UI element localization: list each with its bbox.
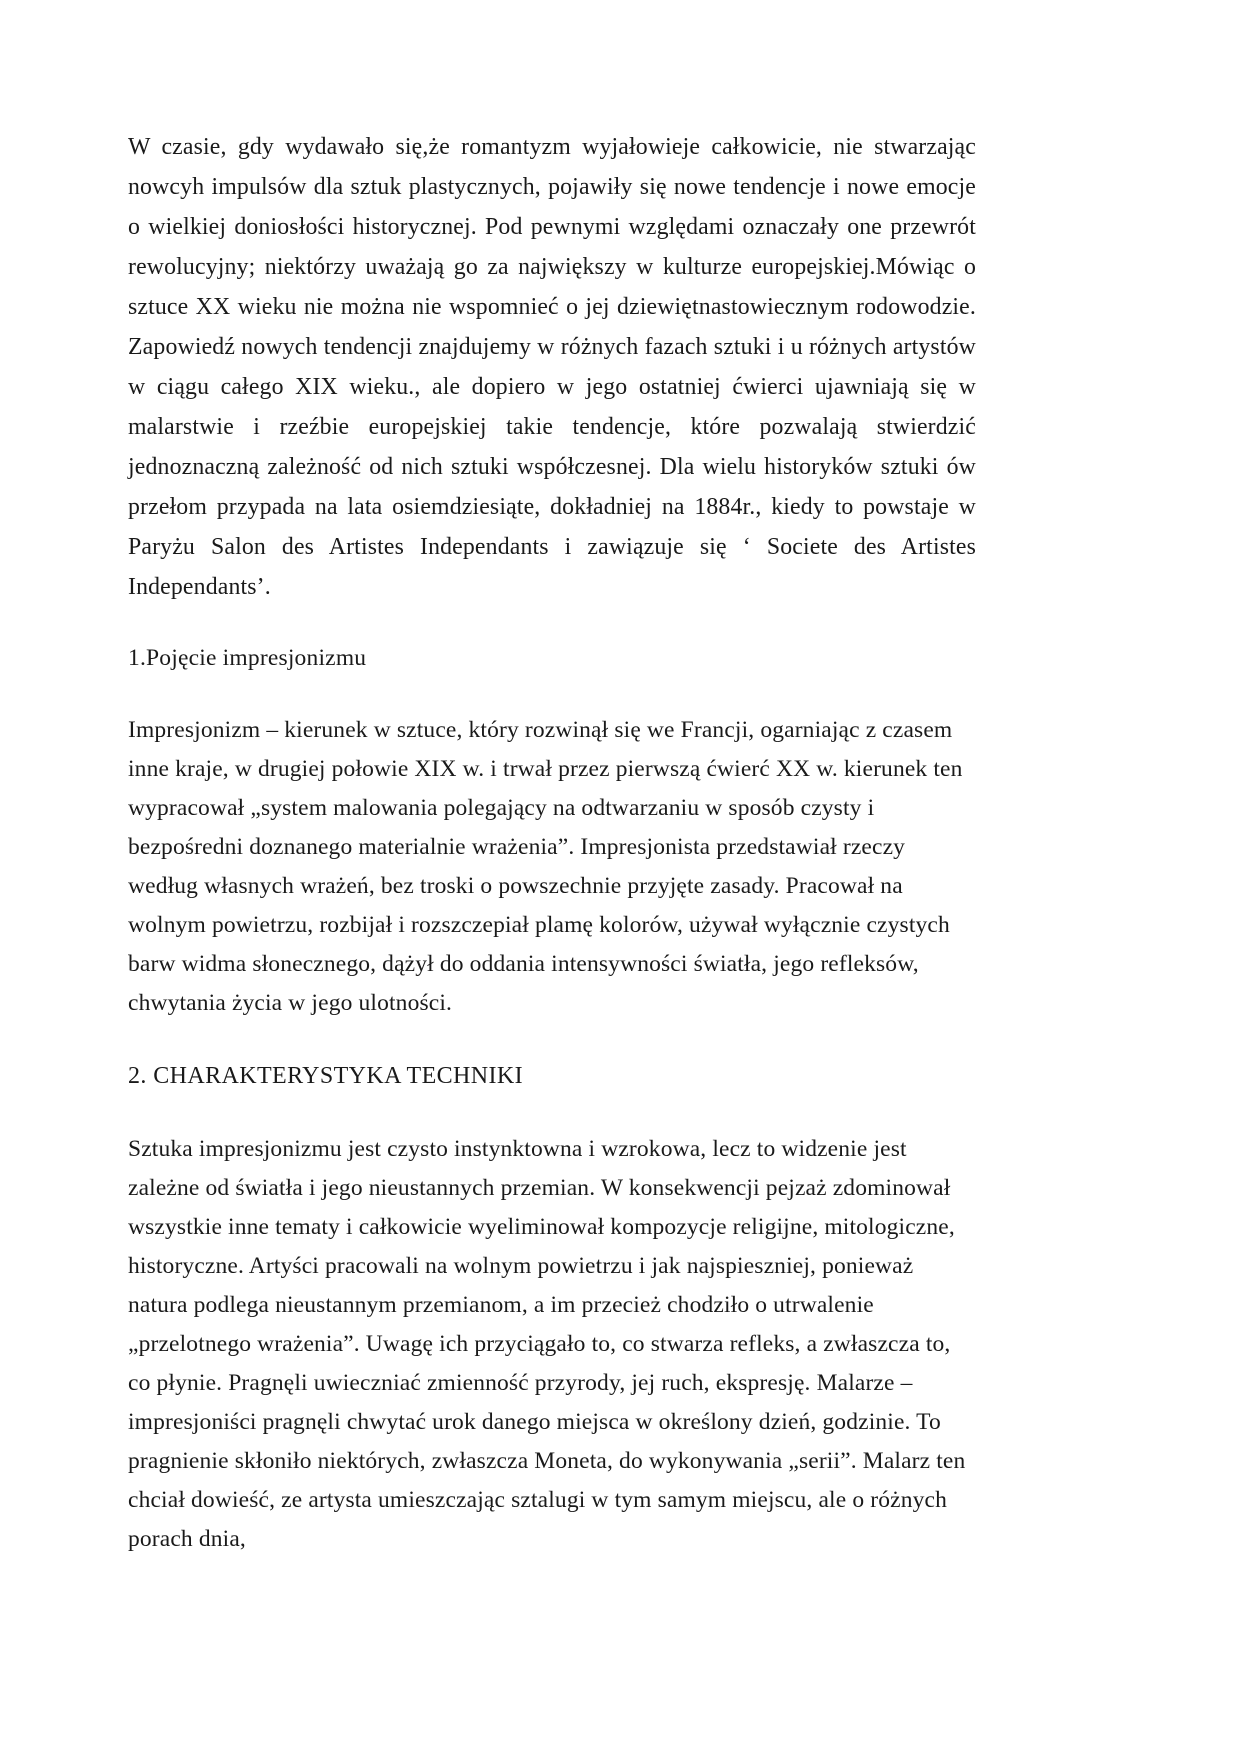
paragraph-section-2-body: Sztuka impresjonizmu jest czysto instynktowna i wzrokowa, lecz to widzenie jest zależne od światła i jego nieustannych przemian. W konsekwencji pejzaż zdominował wszystkie inne tematy i całkowicie wyeliminował kompozycje religijne, mitologiczne, historyczne. Artyści pracowali na wolnym powietrzu i jak najspieszniej, ponieważ natura podlega nieustannym przemianom, a im przecież chodziło o utrwalenie „przelotnego wrażenia”. Uwagę ich przyciągało to, co stwarza refleks, a zwłaszcza to, co płynie. Pragnęli uwieczniać zmienność przyrody, jej ruch, ekspresję. Malarze – impresjoniści pragnęli chwytać urok danego miejsca w określony dzień, godzinie. To pragnienie skłoniło niektórych, zwłaszcza Moneta, do wykonywania „serii”. Malarz ten chciał dowieść, ze artysta umieszczając sztalugi w tym samym miejscu, ale o różnych porach dnia, [128,1135,966,1552]
heading-pojecie-impresjonizmu: 1.Pojęcie impresjonizmu [128,644,367,671]
paragraph-spacer [128,677,976,711]
paragraph-spacer [128,1023,976,1057]
heading-charakterystyka-techniki: 2. CHARAKTERYSTYKA TECHNIKI [128,1063,524,1090]
paragraph-section-1-body: Impresjonizm – kierunek w sztuce, który rozwinął się we Francji, ogarniając z czasem inne kraje, w drugiej połowie XIX w. i trwał przez pierwszą ćwierć XX w. kierunek ten wypracował „system malowania polegający na odtwarzaniu w sposób czysty i bezpośredni doznanego materialnie wrażenia”. Impresjonista przedstawiał rzeczy według własnych wrażeń, bez troski o powszechnie przyjęte zasady. Pracował na wolnym powietrzu, rozbijał i rozszczepiał plamę kolorów, używał wyłącznie czystych barw widma słonecznego, dążył do oddania intensywności światła, jego refleksów, chwytania życia w jego ulotności. [128,717,963,1017]
paragraph-spacer [128,1096,976,1130]
paragraph-intro: W czasie, gdy wydawało się,że romantyzm wyjałowieje całkowicie, nie stwarzając nowcyh impulsów dla sztuk plastycznych, pojawiły się nowe tendencje i nowe emocje o wielkiej doniosłości historycznej. Pod pewnymi względami oznaczały one przewrót rewolucyjny; niektórzy uważają go za największy w kulturze europejskiej.Mówiąc o sztuce XX wieku nie można nie wspomnieć o jej dziewiętnastowiecznym rodowodzie. Zapowiedź nowych tendencji znajdujemy w różnych fazach sztuki i u różnych artystów w ciągu całego XIX wieku., ale dopiero w jego ostatniej ćwierci ujawniają się w malarstwie i rzeźbie europejskiej takie tendencje, które pozwalają stwierdzić jednoznaczną zależność od nich sztuki współczesnej. Dla wielu historyków sztuki ów przełom przypada na lata osiemdziesiąte, dokładniej na 1884r., kiedy to powstaje w Paryżu Salon des Artistes Independants i zawiązuje się ‘ Societe des Artistes Independants’. [128,134,976,600]
document-text-column [128,128,976,1559]
paragraph-spacer [128,608,976,640]
